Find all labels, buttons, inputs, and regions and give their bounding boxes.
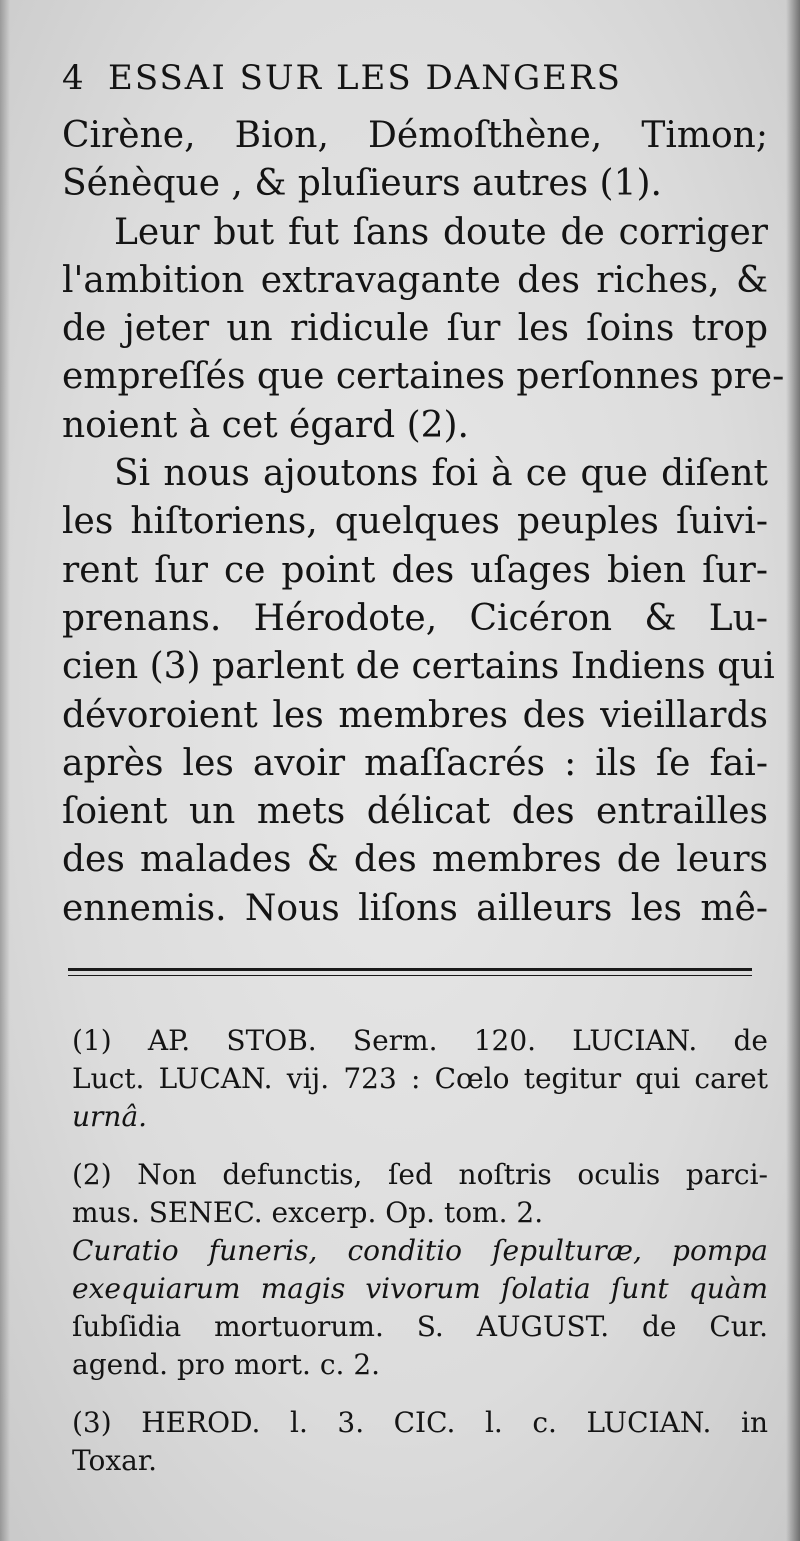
page-number: 4: [62, 58, 86, 98]
running-title: ESSAI SUR LES DANGERS: [108, 58, 622, 98]
footnote-1: [72, 1022, 768, 1136]
footnote-line: (1) AP. STOB. Serm. 120. LUCIAN. de: [72, 1024, 768, 1057]
footnote-2: [72, 1156, 768, 1384]
paragraph-first-line: Si nous ajoutons foi à ce que diſent: [114, 453, 768, 495]
text-line: des malades & des membres de leurs: [62, 839, 768, 881]
running-head: [62, 58, 742, 98]
footnote-line: Curatio funeris, conditio ſepulturæ, pompa: [72, 1234, 768, 1267]
text-line: cien (3) parlent de certains Indiens qui: [62, 646, 775, 688]
text-line: l'ambition extravagante des riches, &: [62, 259, 768, 301]
text-line: prenans. Hérodote, Cicéron & Lu-: [62, 597, 768, 639]
paragraph-first-line: Leur but fut ſans doute de corriger: [114, 211, 768, 253]
footnote-line: (3) HEROD. l. 3. CIC. l. c. LUCIAN. in: [72, 1406, 768, 1439]
footnote-3: [72, 1404, 768, 1480]
text-line: ennemis. Nous liſons ailleurs les mê-: [62, 887, 768, 929]
footnotes-block: [72, 1022, 768, 1500]
text-line: rent ſur ce point des uſages bien ſur-: [62, 549, 768, 591]
footnote-line: mus. SENEC. excerp. Op. tom. 2.: [72, 1196, 544, 1229]
text-line: dévoroient les membres des vieillards: [62, 694, 768, 736]
text-line: les hiſtoriens, quelques peuples ſuivi-: [62, 501, 768, 543]
page-edge-shadow: [786, 0, 800, 1541]
footnote-separator-rule: [68, 968, 752, 976]
text-line: noient à cet égard (2).: [62, 404, 470, 446]
page-gutter-shadow: [0, 0, 10, 1541]
text-line: de jeter un ridicule ſur les ſoins trop: [62, 308, 768, 350]
footnote-line: Luct. LUCAN. vij. 723 : Cœlo tegitur qui caret: [72, 1062, 768, 1095]
footnote-line: agend. pro mort. c. 2.: [72, 1348, 381, 1381]
text-line: ſoient un mets délicat des entrailles: [62, 791, 768, 833]
footnote-line: Toxar.: [72, 1444, 158, 1477]
text-line: après les avoir maſſacrés : ils ſe fai-: [62, 742, 768, 784]
text-line: Cirène, Bion, Démoſthène, Timon;: [62, 115, 768, 156]
footnote-line: urnâ.: [72, 1100, 148, 1133]
footnote-line: ſubſidia mortuorum. S. AUGUST. de Cur.: [72, 1310, 768, 1343]
footnote-line: (2) Non defunctis, ſed noſtris oculis parci-: [72, 1158, 768, 1191]
main-text-block: [62, 112, 785, 933]
text-line: empreſſés que certaines perſonnes pre-: [62, 356, 785, 398]
text-line: Sénèque , & pluſieurs autres (1).: [62, 163, 662, 205]
footnote-line: exequiarum magis vivorum ſolatia ſunt quàm: [72, 1272, 768, 1305]
